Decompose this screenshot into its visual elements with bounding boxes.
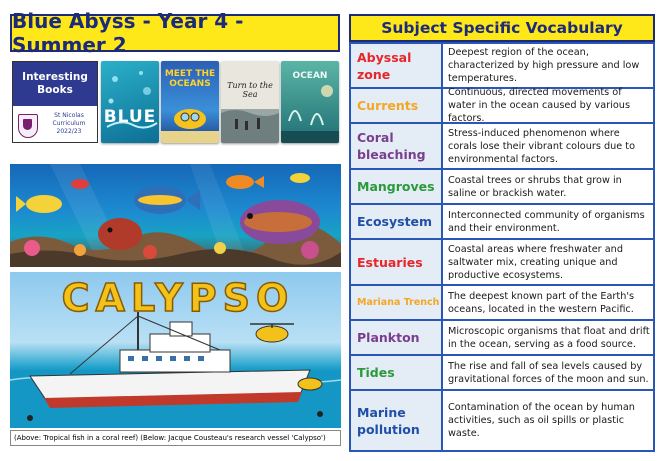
coral-reef-image [10, 164, 341, 267]
book-cover-meet-the-oceans [161, 61, 219, 143]
page-title: Blue Abyss - Year 4 - Summer 2 [10, 14, 340, 52]
vocab-definition: Continuous, directed movements of water in the ocean caused by various factors. [443, 89, 653, 122]
vocab-row [351, 205, 653, 238]
book-cover-blue-art [101, 61, 159, 143]
vocab-row [351, 44, 653, 87]
calypso-logo: CALYPSO [61, 276, 295, 320]
vocab-term: Estuaries [351, 240, 443, 284]
vocab-term: Ecosystem [351, 205, 443, 238]
vocab-term: Abyssal zone [351, 44, 443, 87]
book-cover-ocean [281, 61, 339, 143]
vocab-term: Plankton [351, 321, 443, 354]
vocab-definition: The deepest known part of the Earth's oceans, located in the western Pacific. [443, 286, 653, 319]
vocab-row [351, 286, 653, 319]
vocab-definition: Interconnected community of organisms and their environment. [443, 205, 653, 238]
school-crest-icon [18, 114, 38, 138]
vocab-term: Mangroves [351, 170, 443, 203]
book-title: MEET THE OCEANS [164, 69, 216, 89]
vocab-row [351, 391, 653, 450]
image-caption: (Above: Tropical fish in a coral reef) (Below: Jacque Cousteau's research vessel 'Calypso') [10, 430, 341, 446]
vocab-definition: Microscopic organisms that float and drift in the ocean, serving as a food source. [443, 321, 653, 354]
vocab-definition: Stress-induced phenomenon where corals lose their vibrant colours due to environmental factors. [443, 124, 653, 168]
vocab-definition: Coastal trees or shrubs that grow in saline or brackish water. [443, 170, 653, 203]
vocab-row [351, 321, 653, 354]
vocab-term: Currents [351, 89, 443, 122]
book-cover-turn-to-the-sea [221, 61, 279, 143]
coral-reef-art [10, 164, 341, 267]
school-curriculum-label: St Nicolas Curriculum 2022/23 [52, 112, 86, 135]
book-cover-blue [101, 61, 159, 143]
book-title: BLUE [103, 107, 157, 127]
vocab-term: Coral bleaching [351, 124, 443, 168]
vocabulary-title: Subject Specific Vocabulary [349, 14, 655, 42]
book-title: Turn to the Sea [227, 81, 273, 99]
vocab-term: Marine pollution [351, 391, 443, 450]
vocab-definition: Contamination of the ocean by human activities, such as oil spills or plastic waste. [443, 391, 653, 450]
calypso-ship-image [10, 272, 341, 428]
vocab-row [351, 124, 653, 168]
book-cover-sea-art [221, 61, 279, 143]
vocab-definition: Coastal areas where freshwater and saltwater mix, creating unique and productive ecosystems. [443, 240, 653, 284]
book-title: OCEAN [292, 71, 328, 81]
books-panel [12, 61, 98, 143]
vocab-definition: Deepest region of the ocean, characterized by high pressure and low temperatures. [443, 44, 653, 87]
vocab-term: Tides [351, 356, 443, 389]
vocab-row [351, 170, 653, 203]
books-panel-label: Interesting Books [13, 62, 97, 106]
vocab-definition: The rise and fall of sea levels caused by gravitational forces of the moon and sun. [443, 356, 653, 389]
vocab-row [351, 89, 653, 122]
vocab-row [351, 356, 653, 389]
vocab-row [351, 240, 653, 284]
vocab-term: Mariana Trench [351, 286, 443, 319]
vocabulary-table [349, 42, 655, 452]
